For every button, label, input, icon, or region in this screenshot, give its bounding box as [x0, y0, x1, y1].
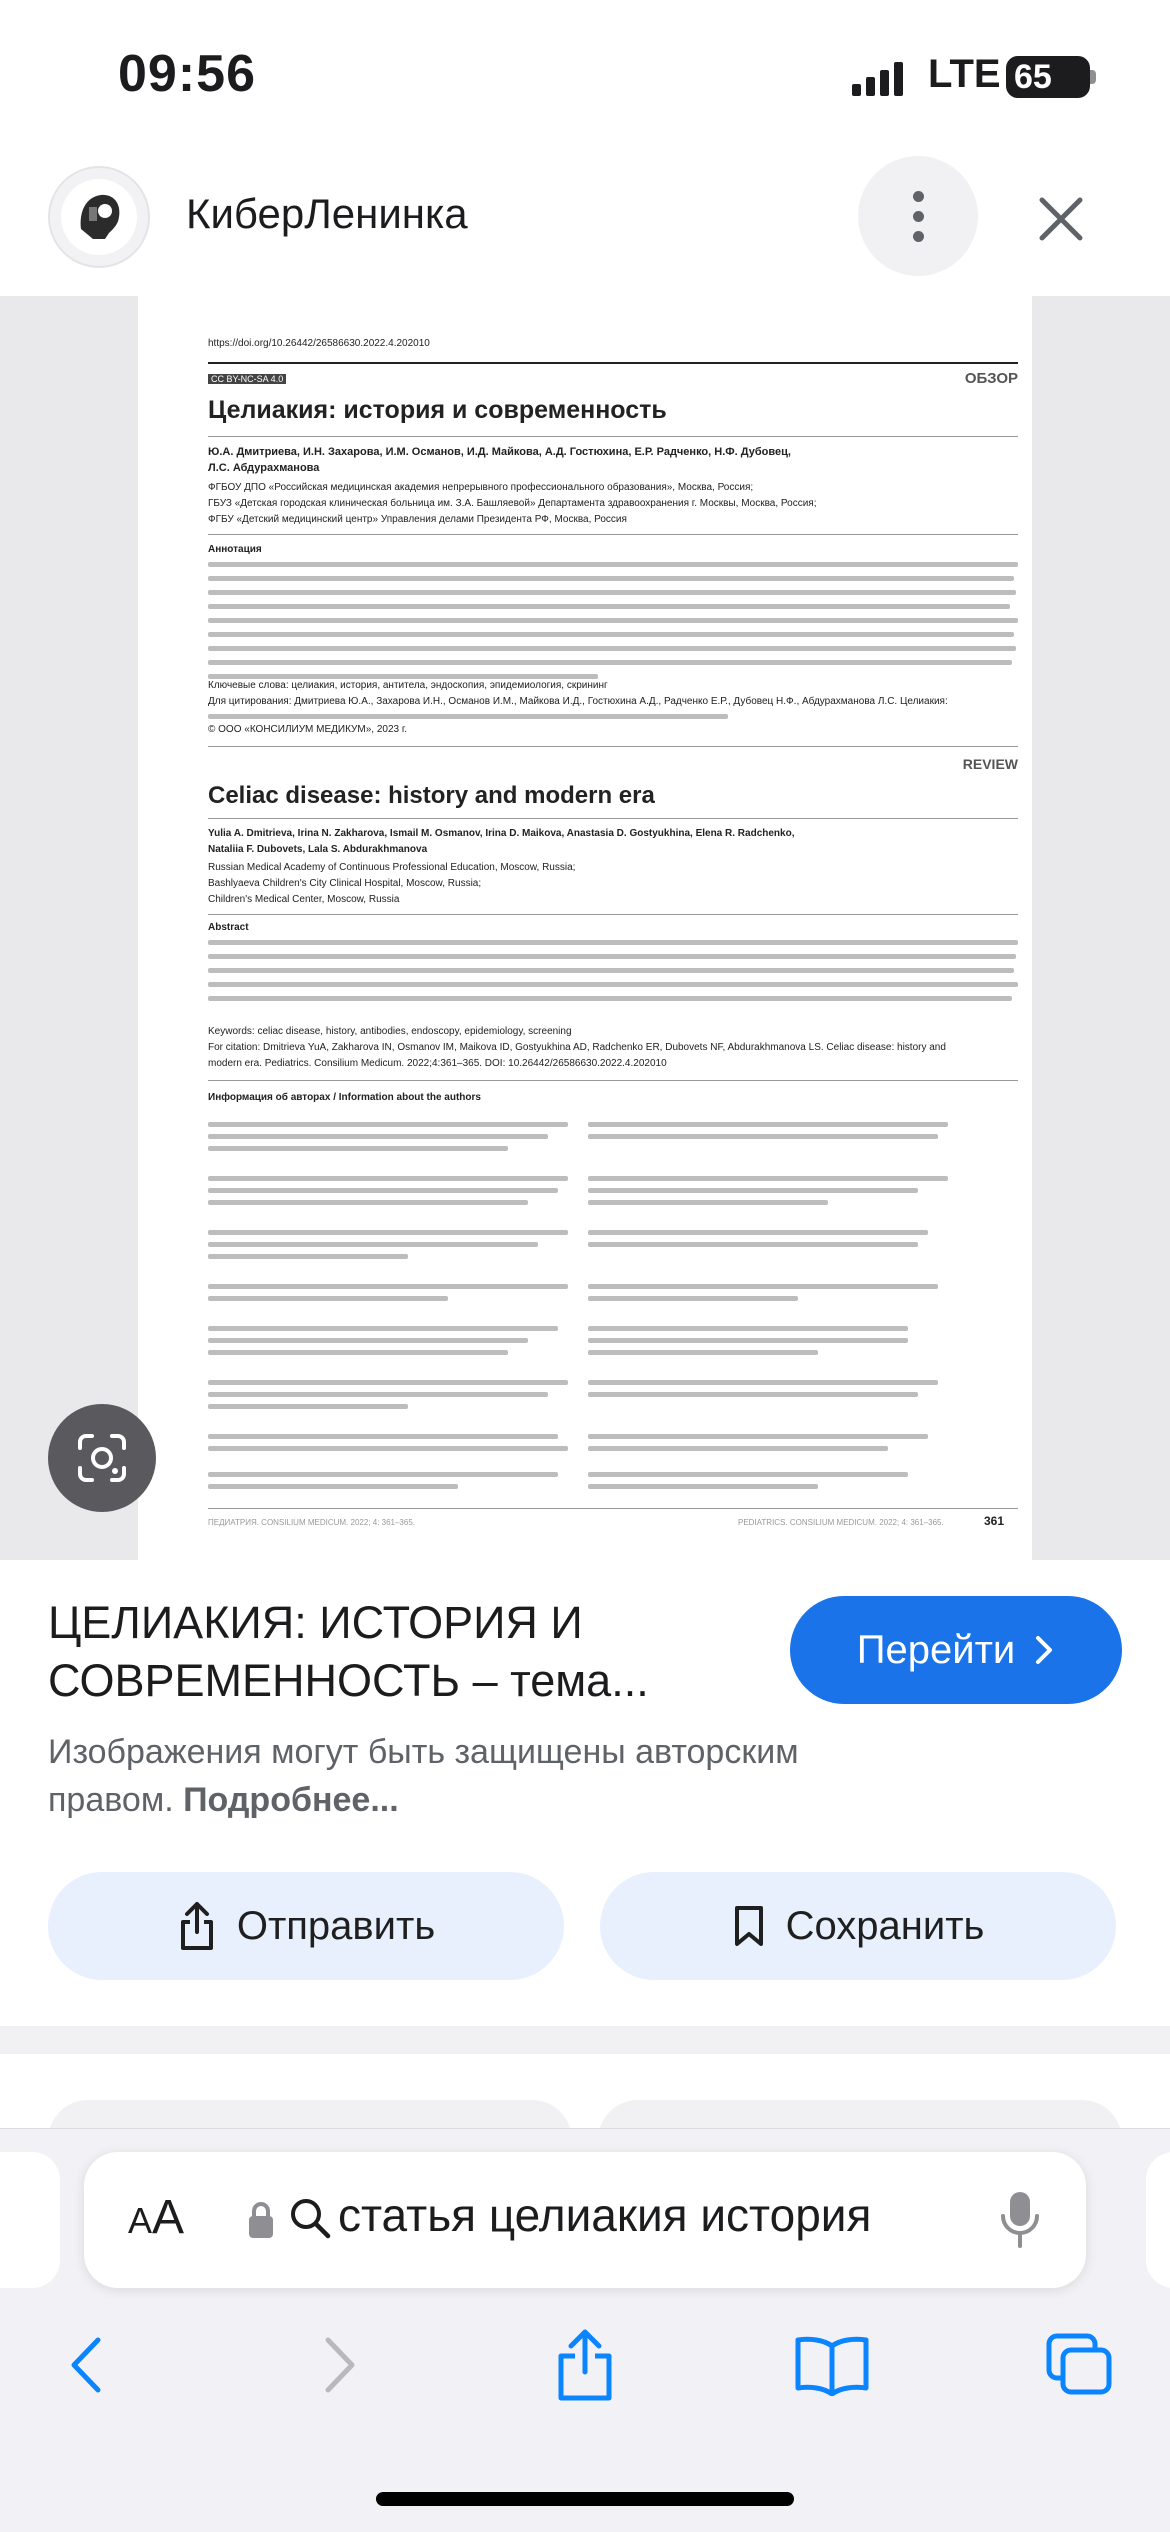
doc-footer-right: PEDIATRICS. CONSILIUM MEDICUM. 2022; 4: 361–365. — [738, 1518, 944, 1527]
copyright-notice — [48, 1728, 908, 1824]
share-icon[interactable] — [545, 2330, 625, 2400]
doc-abstract-en-label: Abstract — [208, 922, 249, 933]
more-vertical-icon[interactable] — [858, 156, 978, 276]
doc-keywords-ru: Ключевые слова: целиакия, история, антитела, эндоскопия, эпидемиология, скрининг — [208, 680, 608, 691]
cyberleninka-logo-icon[interactable] — [48, 166, 150, 268]
learn-more-link[interactable]: Подробнее... — [183, 1781, 399, 1819]
search-icon — [288, 2196, 332, 2240]
send-button[interactable] — [48, 1872, 564, 1980]
doc-title-ru: Целиакия: история и современность — [208, 396, 667, 424]
next-tab-address-stub[interactable] — [1146, 2152, 1170, 2288]
doc-affiliation-en-1: Russian Medical Academy of Continuous Professional Education, Moscow, Russia; — [208, 862, 576, 873]
save-button[interactable] — [600, 1872, 1116, 1980]
doc-affiliation-ru-2: ГБУЗ «Детская городская клиническая больница им. З.А. Башляевой» Департамента здравоохранения г. Москвы, Москва, Россия; — [208, 498, 817, 509]
doc-citation-ru: Для цитирования: Дмитриева Ю.А., Захарова И.Н., Османов И.М., Майкова И.Д., Гостюхина А.Д., Радченко Е.Р., Дубовец Н.Ф., Абдурахманова Л.С. Целиакия: — [208, 696, 948, 707]
previous-tab-address-stub[interactable] — [0, 2152, 60, 2288]
doc-license-badge: CC BY-NC-SA 4.0 — [208, 374, 286, 384]
doc-authors-ru-2: Л.С. Абдурахманова — [208, 462, 320, 474]
doc-citation-en: For citation: Dmitrieva YuA, Zakharova IN, Osmanov IM, Maikova ID, Gostyukhina AD, Radchenko ER, Dubovets NF, Abdurakhmanova LS. Celiac disease: history and — [208, 1042, 946, 1053]
doc-affiliation-en-2: Bashlyaeva Children's City Clinical Hospital, Moscow, Russia; — [208, 878, 482, 889]
tabs-icon[interactable] — [1040, 2330, 1120, 2400]
microphone-icon[interactable] — [998, 2188, 1042, 2252]
copyright-text: Изображения могут быть защищены авторским правом. — [48, 1733, 799, 1819]
lock-icon — [246, 2200, 276, 2240]
doc-doi: https://doi.org/10.26442/26586630.2022.4.202010 — [208, 338, 430, 349]
bookmark-icon — [732, 1904, 766, 1948]
forward-chevron-icon[interactable] — [300, 2330, 380, 2400]
close-icon[interactable] — [1030, 188, 1092, 250]
battery-indicator — [1006, 56, 1090, 98]
doc-authors-info-label: Информация об авторах / Information about the authors — [208, 1092, 481, 1103]
send-label: Отправить — [236, 1903, 436, 1948]
result-title[interactable]: ЦЕЛИАКИЯ: ИСТОРИЯ И СОВРЕМЕННОСТЬ – тема... — [48, 1597, 649, 1706]
doc-keywords-en: Keywords: celiac disease, history, antibodies, endoscopy, epidemiology, screening — [208, 1026, 572, 1037]
address-text[interactable]: статья целиакия история — [338, 2189, 872, 2241]
share-icon — [177, 1900, 217, 1952]
address-fade — [940, 2188, 958, 2244]
back-chevron-icon[interactable] — [46, 2330, 126, 2400]
doc-citation-en-2: modern era. Pediatrics. Consilium Medicum. 2022;4:361–365. DOI: 10.26442/26586630.2022.4.202010 — [208, 1058, 667, 1069]
section-divider — [0, 2026, 1170, 2054]
aa-small: A — [128, 2200, 153, 2241]
doc-affiliation-ru-1: ФГБОУ ДПО «Российская медицинская академия непрерывного профессионального образования», Москва, Россия; — [208, 482, 754, 493]
doc-copyright-ru: © ООО «КОНСИЛИУМ МЕДИКУМ», 2023 г. — [208, 724, 408, 735]
doc-affiliation-en-3: Children's Medical Center, Moscow, Russia — [208, 894, 400, 905]
cellular-signal-icon — [852, 62, 908, 96]
doc-authors-ru: Ю.А. Дмитриева, И.Н. Захарова, И.М. Османов, И.Д. Майкова, А.Д. Гостюхина, Е.Р. Радченко, Н.Ф. Дубовец, — [208, 446, 791, 458]
home-indicator — [376, 2492, 794, 2506]
chevron-right-icon — [1033, 1634, 1055, 1666]
doc-affiliation-ru-3: ФГБУ «Детский медицинский центр» Управления делами Президента РФ, Москва, Россия — [208, 514, 627, 525]
doc-title-en: Celiac disease: history and modern era — [208, 782, 655, 809]
go-button-label: Перейти — [856, 1627, 1016, 1672]
doc-page-number: 361 — [984, 1514, 1005, 1528]
network-type: LTE — [928, 52, 1001, 96]
go-to-site-button[interactable] — [790, 1596, 1122, 1704]
doc-authors-en-2: Nataliia F. Dubovets, Lala S. Abdurakhmanova — [208, 844, 428, 855]
battery-level: 65 — [1014, 57, 1052, 96]
doc-badge: ОБЗОР — [964, 370, 1018, 387]
save-label: Сохранить — [785, 1903, 985, 1948]
google-lens-icon[interactable] — [48, 1404, 156, 1512]
doc-footer-left: ПЕДИАТРИЯ. CONSILIUM MEDICUM. 2022; 4: 361–365. — [208, 1518, 415, 1527]
status-time: 09:56 — [118, 45, 256, 103]
doc-badge-en: REVIEW — [962, 756, 1018, 772]
doc-authors-en: Yulia A. Dmitrieva, Irina N. Zakharova, Ismail M. Osmanov, Irina D. Maikova, Anastasia D. Gostyukhina, Elena R. Radchenko, — [208, 828, 795, 839]
page-settings-button[interactable]: AA — [128, 2191, 185, 2244]
battery-tip — [1090, 70, 1096, 84]
bookmarks-book-icon[interactable] — [792, 2330, 872, 2400]
article-page-image[interactable] — [138, 296, 1032, 1560]
site-name: КиберЛенинка — [186, 190, 468, 237]
doc-abstract-ru-label: Аннотация — [208, 544, 262, 555]
